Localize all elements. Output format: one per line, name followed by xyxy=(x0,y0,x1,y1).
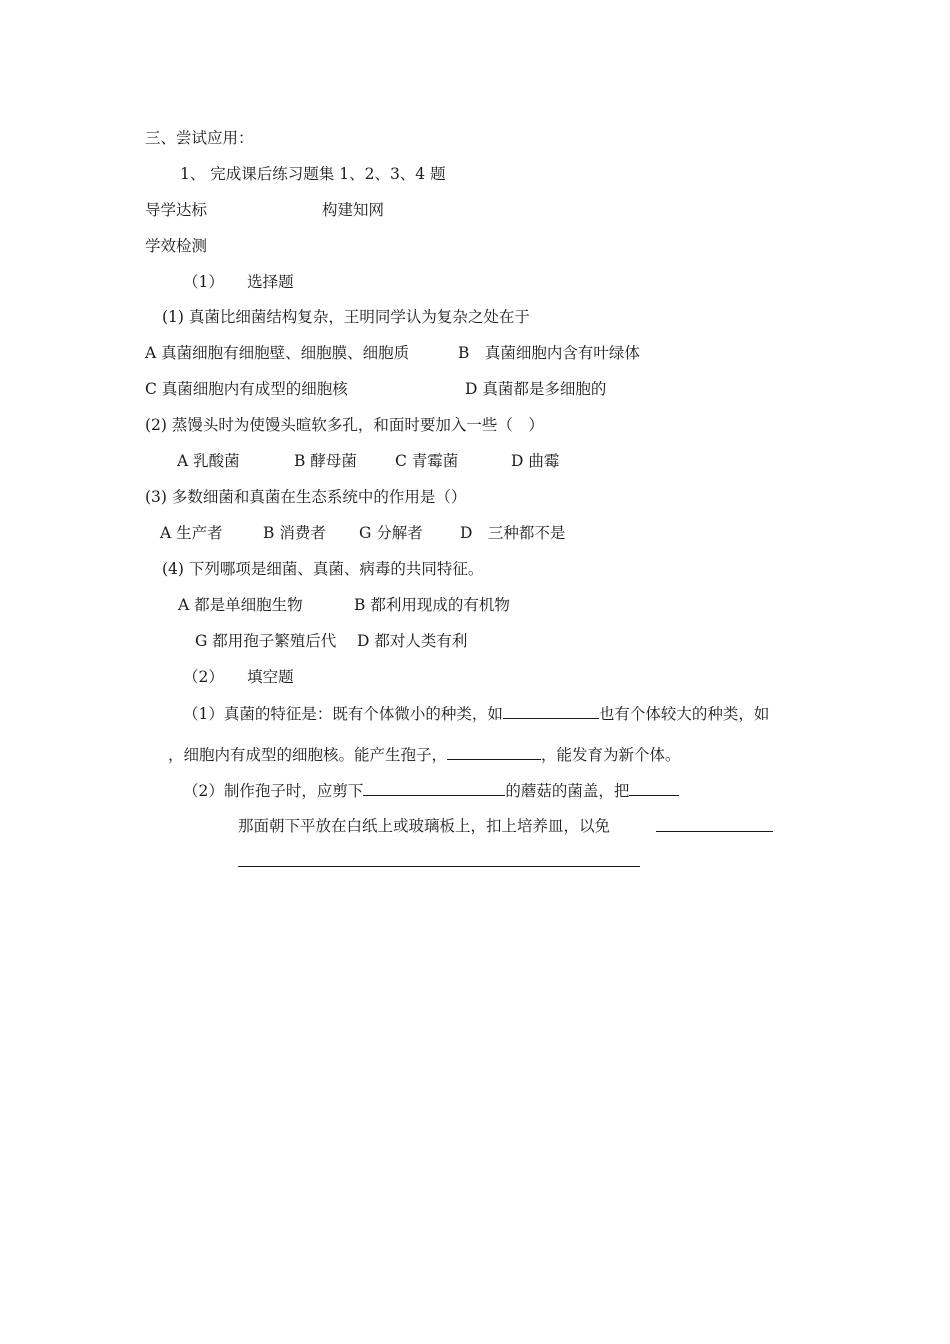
fill-2-text-a: （2）制作孢子时，应剪下 xyxy=(183,782,364,800)
nav-right: 构建知网 xyxy=(322,201,385,219)
q3-stem: (3) 多数细菌和真菌在生态系统中的作用是（） xyxy=(145,488,467,506)
q4-option-d: D 都对人类有利 xyxy=(357,632,468,650)
q2-stem: (2) 蒸馒头时为使馒头暄软多孔，和面时要加入一些（ ） xyxy=(145,416,544,434)
q1-option-d: D 真菌都是多细胞的 xyxy=(465,380,607,398)
fill-1-text-a: （1）真菌的特征是：既有个体微小的种类，如 xyxy=(183,705,503,723)
answer-blank-5[interactable] xyxy=(656,831,773,832)
fill-question-2-line-2 xyxy=(238,816,610,836)
fill-question-2-line-1 xyxy=(183,780,679,801)
q2-option-a: A 乳酸菌 xyxy=(177,452,240,470)
nav-left: 导学达标 xyxy=(145,201,208,219)
fill-1-text-b: 也有个体较大的种类，如 xyxy=(598,705,770,723)
answer-blank-3[interactable] xyxy=(363,780,505,796)
q3-option-b: B 消费者 xyxy=(263,524,326,542)
fill-1-text-c: ，细胞内有成型的细胞核。能产生孢子， xyxy=(168,746,448,764)
answer-blank-1[interactable] xyxy=(503,703,599,719)
answer-blank-2[interactable] xyxy=(447,744,541,760)
q2-option-b: B 酵母菌 xyxy=(294,452,357,470)
fill-title: （2） 填空题 xyxy=(183,668,294,686)
q2-option-c: C 青霉菌 xyxy=(395,452,459,470)
fill-question-1-line-2 xyxy=(168,744,681,765)
answer-blank-6[interactable] xyxy=(238,866,640,867)
q3-option-d: D 三种都不是 xyxy=(460,524,566,542)
q1-option-a: A 真菌细胞有细胞壁、细胞膜、细胞质 xyxy=(145,344,410,362)
q4-option-a: A 都是单细胞生物 xyxy=(178,596,303,614)
q4-option-b: B 都利用现成的有机物 xyxy=(354,596,510,614)
q1-option-b: B 真菌细胞内含有叶绿体 xyxy=(458,344,640,362)
fill-1-text-d: ，能发育为新个体。 xyxy=(541,746,681,764)
q2-option-d: D 曲霉 xyxy=(511,452,560,470)
section-heading: 三、尝试应用： xyxy=(145,129,254,147)
q3-option-a: A 生产者 xyxy=(160,524,223,542)
check-title: 学效检测 xyxy=(145,237,208,255)
q3-option-c: G 分解者 xyxy=(359,524,423,542)
answer-blank-4[interactable] xyxy=(629,780,679,796)
q1-option-c: C 真菌细胞内有成型的细胞核 xyxy=(145,380,348,398)
q1-stem: (1) 真菌比细菌结构复杂，王明同学认为复杂之处在于 xyxy=(162,308,530,326)
fill-2-text-c: 那面朝下平放在白纸上或玻璃板上，扣上培养皿，以免 xyxy=(238,817,611,835)
fill-2-text-b: 的蘑菇的菌盖，把 xyxy=(505,782,630,800)
q4-stem: (4) 下列哪项是细菌、真菌、病毒的共同特征。 xyxy=(162,560,484,578)
fill-question-1-line-1 xyxy=(183,703,769,724)
choice-title: （1） 选择题 xyxy=(183,273,294,291)
task-line: 1、 完成课后练习题集 1、2、3、4 题 xyxy=(180,165,446,183)
q4-option-c: G 都用孢子繁殖后代 xyxy=(195,632,337,650)
